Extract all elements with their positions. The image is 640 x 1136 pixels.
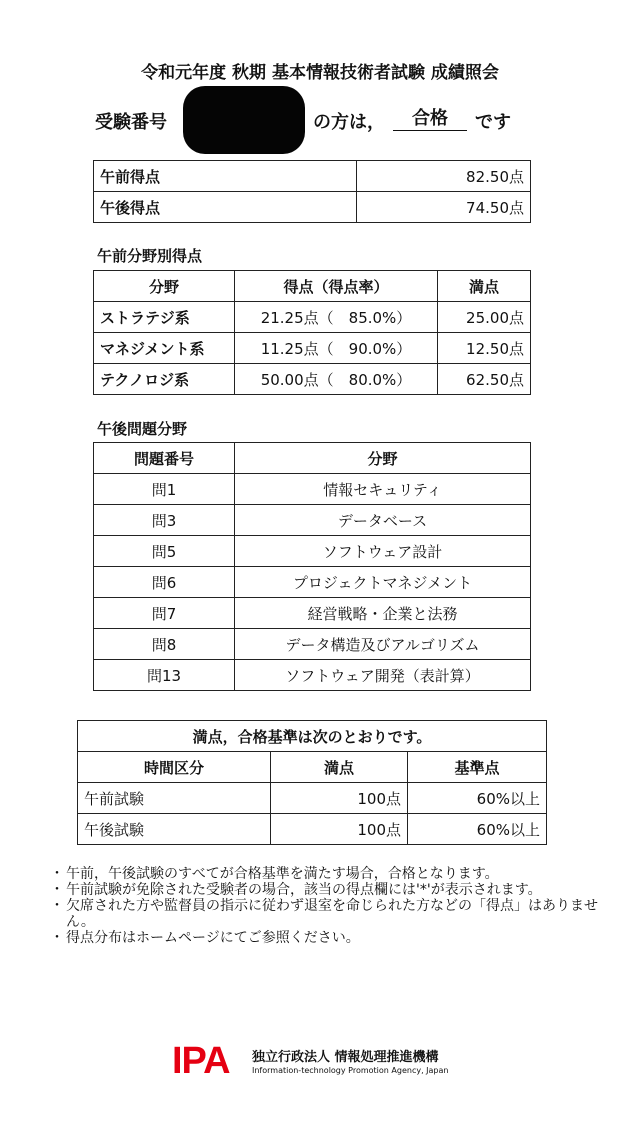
score-label: 午後得点 bbox=[94, 192, 357, 223]
table-row bbox=[78, 814, 547, 845]
problem-field: ソフトウェア開発（表計算） bbox=[235, 660, 531, 691]
footer bbox=[172, 1040, 472, 1084]
ipa-logo: IPA bbox=[172, 1040, 230, 1082]
problem-field: ソフトウェア設計 bbox=[235, 536, 531, 567]
problem-field: 情報セキュリティ bbox=[235, 474, 531, 505]
page-title: 令和元年度 秋期 基本情報技術者試験 成績照会 bbox=[141, 63, 499, 83]
morning-section-title: 午前分野別得点 bbox=[97, 247, 203, 265]
field-max: 12.50点 bbox=[438, 333, 531, 364]
org-name-jp: 独立行政法人 情報処理推進機構 bbox=[252, 1050, 439, 1065]
period-name: 午後試験 bbox=[78, 814, 271, 845]
table-row bbox=[94, 629, 531, 660]
problem-field: データベース bbox=[235, 505, 531, 536]
problem-number: 問6 bbox=[94, 567, 235, 598]
score-label: 午前得点 bbox=[94, 161, 357, 192]
column-header: 分野 bbox=[235, 443, 531, 474]
list-item bbox=[48, 930, 608, 946]
field-name: テクノロジ系 bbox=[94, 364, 235, 395]
table-caption-row bbox=[78, 721, 547, 752]
table-row bbox=[94, 505, 531, 536]
table-row bbox=[94, 660, 531, 691]
note-text: 午前試験が免除された受験者の場合，該当の得点欄には'*'が表示されます。 bbox=[66, 882, 542, 898]
table-row bbox=[94, 333, 531, 364]
list-item bbox=[48, 882, 608, 898]
column-header: 満点 bbox=[438, 271, 531, 302]
note-text: 欠席された方や監督員の指示に従わず退室を命じられた方などの「得点」はありません。 bbox=[66, 898, 598, 930]
field-score: 11.25点（ 90.0%） bbox=[235, 333, 438, 364]
field-name: ストラテジ系 bbox=[94, 302, 235, 333]
table-row bbox=[78, 783, 547, 814]
column-header: 得点（得点率） bbox=[235, 271, 438, 302]
bullet: ・ bbox=[50, 930, 64, 946]
problem-number: 問1 bbox=[94, 474, 235, 505]
table-row bbox=[94, 302, 531, 333]
problem-field: データ構造及びアルゴリズム bbox=[235, 629, 531, 660]
exam-result-line bbox=[95, 106, 565, 136]
criteria-table bbox=[77, 720, 547, 845]
table-header-row bbox=[78, 752, 547, 783]
morning-scores-table bbox=[93, 270, 531, 395]
problem-number: 問13 bbox=[94, 660, 235, 691]
field-name: マネジメント系 bbox=[94, 333, 235, 364]
period-max: 100点 bbox=[271, 783, 408, 814]
score-value: 74.50点 bbox=[357, 192, 531, 223]
period-name: 午前試験 bbox=[78, 783, 271, 814]
table-row bbox=[94, 364, 531, 395]
field-score: 50.00点（ 80.0%） bbox=[235, 364, 438, 395]
score-value: 82.50点 bbox=[357, 161, 531, 192]
exam-result-suffix: の方は， bbox=[313, 112, 385, 133]
field-max: 25.00点 bbox=[438, 302, 531, 333]
period-pass: 60%以上 bbox=[408, 783, 547, 814]
note-text: 得点分布はホームページにてご参照ください。 bbox=[66, 930, 360, 946]
bullet: ・ bbox=[50, 866, 64, 882]
exam-result-end: です bbox=[475, 112, 511, 133]
problem-number: 問3 bbox=[94, 505, 235, 536]
problem-field: プロジェクトマネジメント bbox=[235, 567, 531, 598]
criteria-caption: 満点，合格基準は次のとおりです。 bbox=[78, 721, 547, 752]
column-header: 問題番号 bbox=[94, 443, 235, 474]
problem-number: 問8 bbox=[94, 629, 235, 660]
problem-field: 経営戦略・企業と法務 bbox=[235, 598, 531, 629]
period-pass: 60%以上 bbox=[408, 814, 547, 845]
problem-number: 問5 bbox=[94, 536, 235, 567]
afternoon-section-title: 午後問題分野 bbox=[97, 420, 188, 438]
field-score: 21.25点（ 85.0%） bbox=[235, 302, 438, 333]
list-item bbox=[48, 898, 608, 930]
table-row bbox=[94, 536, 531, 567]
list-item bbox=[48, 866, 608, 882]
total-scores-table bbox=[93, 160, 531, 223]
column-header: 時間区分 bbox=[78, 752, 271, 783]
afternoon-fields-table bbox=[93, 442, 531, 691]
bullet: ・ bbox=[50, 898, 64, 914]
table-row bbox=[94, 474, 531, 505]
column-header: 満点 bbox=[271, 752, 408, 783]
exam-number-label: 受験番号 bbox=[95, 112, 167, 133]
bullet: ・ bbox=[50, 882, 64, 898]
notes-list bbox=[48, 866, 608, 946]
redacted-exam-number bbox=[183, 86, 305, 154]
field-max: 62.50点 bbox=[438, 364, 531, 395]
table-row bbox=[94, 161, 531, 192]
exam-result-value: 合格 bbox=[393, 108, 467, 131]
table-row bbox=[94, 192, 531, 223]
table-row bbox=[94, 567, 531, 598]
note-text: 午前，午後試験のすべてが合格基準を満たす場合，合格となります。 bbox=[66, 866, 499, 882]
period-max: 100点 bbox=[271, 814, 408, 845]
table-header-row bbox=[94, 443, 531, 474]
org-name-en: Information-technology Promotion Agency, Japan bbox=[252, 1066, 449, 1075]
problem-number: 問7 bbox=[94, 598, 235, 629]
table-row bbox=[94, 598, 531, 629]
column-header: 基準点 bbox=[408, 752, 547, 783]
table-header-row bbox=[94, 271, 531, 302]
column-header: 分野 bbox=[94, 271, 235, 302]
